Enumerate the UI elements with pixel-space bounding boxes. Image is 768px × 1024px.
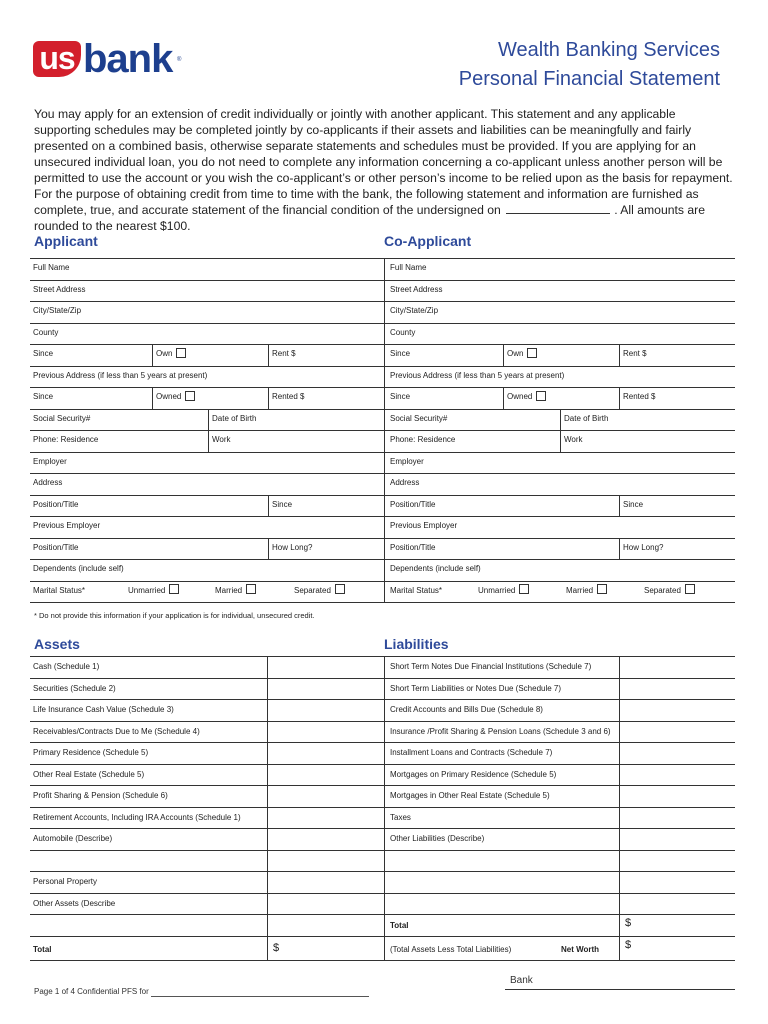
liabilities-total-row bbox=[385, 915, 735, 937]
dob-field[interactable] bbox=[208, 410, 384, 431]
co-position-howlong-row bbox=[385, 539, 735, 561]
intro-paragraph bbox=[34, 106, 734, 234]
bank-signature-line[interactable] bbox=[505, 989, 735, 990]
position-since-field[interactable] bbox=[268, 496, 384, 517]
marital-row bbox=[30, 582, 384, 604]
prev-employer-label: Previous Employer bbox=[390, 521, 458, 530]
applicant-table bbox=[30, 258, 384, 603]
liability-row[interactable] bbox=[385, 851, 735, 873]
co-ssn-field[interactable] bbox=[387, 410, 560, 431]
work-phone-field[interactable] bbox=[208, 431, 384, 452]
asset-label: Other Real Estate (Schedule 5) bbox=[33, 769, 145, 779]
own-field bbox=[152, 345, 268, 366]
unmarried-option bbox=[125, 582, 179, 603]
co-unmarried-checkbox[interactable] bbox=[519, 584, 529, 594]
co-street-row[interactable] bbox=[385, 281, 735, 303]
work-label: Work bbox=[212, 435, 231, 444]
county-label: County bbox=[33, 327, 59, 337]
rented-label: Rented $ bbox=[272, 392, 305, 401]
co-county-row[interactable] bbox=[385, 324, 735, 346]
net-worth-description: (Total Assets Less Total Liabilities) bbox=[390, 944, 512, 954]
co-marital-row bbox=[385, 582, 735, 604]
rent-field[interactable] bbox=[268, 345, 384, 366]
liabilities-total-label: Total bbox=[390, 921, 409, 930]
liability-label: Taxes bbox=[390, 812, 411, 822]
statement-date-field[interactable] bbox=[506, 202, 610, 214]
county-label: County bbox=[390, 327, 416, 337]
marital-label: Marital Status* bbox=[33, 585, 86, 595]
co-own-checkbox[interactable] bbox=[527, 348, 537, 358]
page-footer bbox=[34, 987, 369, 997]
prev-address-label: Previous Address (if less than 5 years at present) bbox=[390, 370, 565, 380]
logo-bank-wordmark: bank bbox=[83, 37, 173, 81]
employer-row[interactable] bbox=[30, 453, 384, 475]
header-line2: Personal Financial Statement bbox=[458, 68, 720, 90]
employer-label: Employer bbox=[33, 456, 67, 466]
prev-position-field[interactable] bbox=[30, 539, 268, 560]
assets-total-label: Total bbox=[33, 944, 52, 954]
liability-label: Installment Loans and Contracts (Schedule 7) bbox=[390, 748, 553, 757]
own-label: Own bbox=[156, 349, 173, 358]
rent-label: Rent $ bbox=[272, 349, 296, 358]
owned-label: Owned bbox=[507, 392, 533, 401]
position-field[interactable] bbox=[30, 496, 268, 517]
dependents-label: Dependents (include self) bbox=[390, 564, 481, 573]
co-married-option bbox=[563, 582, 607, 603]
asset-label: Primary Residence (Schedule 5) bbox=[33, 748, 149, 757]
separated-label: Separated bbox=[294, 585, 331, 595]
liabilities-total-field[interactable] bbox=[619, 915, 735, 936]
co-how-long-field[interactable] bbox=[619, 539, 736, 560]
assets-title: Assets bbox=[34, 636, 80, 652]
asset-label: Receivables/Contracts Due to Me (Schedule 4) bbox=[33, 726, 200, 736]
co-phone-field[interactable] bbox=[387, 431, 560, 452]
street-row[interactable] bbox=[30, 281, 384, 303]
asset-row[interactable] bbox=[30, 894, 384, 916]
ssn-label: Social Security# bbox=[33, 413, 91, 423]
asset-amount-field[interactable] bbox=[267, 808, 384, 829]
rented-field[interactable] bbox=[268, 388, 384, 409]
dollar-sign: $ bbox=[625, 917, 632, 929]
co-owned-checkbox[interactable] bbox=[536, 391, 546, 401]
married-label: Married bbox=[566, 585, 594, 595]
liability-row[interactable] bbox=[385, 700, 735, 722]
footnote: * Do not provide this information if your application is for individual, unsecured credit. bbox=[34, 611, 315, 620]
asset-row[interactable] bbox=[30, 743, 384, 765]
co-prev-employer-row[interactable] bbox=[385, 517, 735, 539]
asset-amount-field[interactable] bbox=[267, 657, 384, 678]
street-label: Street Address bbox=[390, 284, 443, 294]
asset-amount-field[interactable] bbox=[267, 894, 384, 915]
co-since-owned-rented-row bbox=[385, 388, 735, 410]
asset-row[interactable] bbox=[30, 765, 384, 787]
registered-mark-icon: ® bbox=[177, 57, 182, 63]
liability-amount-field[interactable] bbox=[619, 722, 735, 743]
city-label: City/State/Zip bbox=[33, 306, 82, 315]
asset-label: Securities (Schedule 2) bbox=[33, 683, 116, 693]
net-worth-field[interactable] bbox=[619, 937, 735, 960]
assets-table bbox=[30, 656, 384, 961]
work-label: Work bbox=[564, 435, 583, 444]
separated-option bbox=[291, 582, 345, 603]
street-label: Street Address bbox=[33, 284, 86, 294]
since-label: Since bbox=[623, 499, 644, 509]
how-long-label: How Long? bbox=[272, 542, 313, 552]
asset-amount-field[interactable] bbox=[267, 700, 384, 721]
unmarried-checkbox[interactable] bbox=[169, 584, 179, 594]
co-unmarried-option bbox=[475, 582, 529, 603]
liability-amount-field[interactable] bbox=[619, 743, 735, 764]
co-position-since-field[interactable] bbox=[619, 496, 736, 517]
pfs-name-field[interactable] bbox=[151, 987, 369, 997]
asset-label: Personal Property bbox=[33, 877, 98, 886]
co-married-checkbox[interactable] bbox=[597, 584, 607, 594]
co-prev-position-field[interactable] bbox=[387, 539, 619, 560]
liability-row[interactable] bbox=[385, 722, 735, 744]
liability-label: Short Term Notes Due Financial Institutions (Schedule 7) bbox=[390, 662, 592, 671]
asset-row[interactable] bbox=[30, 657, 384, 679]
co-since-own-rent-row bbox=[385, 345, 735, 367]
dollar-sign: $ bbox=[625, 938, 632, 951]
prev-address-row[interactable] bbox=[30, 367, 384, 389]
position-label: Position/Title bbox=[33, 542, 79, 552]
since-field[interactable] bbox=[30, 345, 152, 366]
owned-field bbox=[152, 388, 268, 409]
married-option bbox=[212, 582, 256, 603]
liability-amount-field[interactable] bbox=[619, 829, 735, 850]
since-label: Since bbox=[390, 349, 411, 358]
co-employer-row[interactable] bbox=[385, 453, 735, 475]
city-label: City/State/Zip bbox=[390, 306, 439, 315]
separated-checkbox[interactable] bbox=[335, 584, 345, 594]
dob-label: Date of Birth bbox=[212, 413, 257, 423]
liability-row[interactable] bbox=[385, 786, 735, 808]
married-label: Married bbox=[215, 585, 243, 595]
co-prev-address-row[interactable] bbox=[385, 367, 735, 389]
since-label: Since bbox=[33, 349, 54, 358]
co-separated-option bbox=[641, 582, 695, 603]
liability-label: Insurance /Profit Sharing & Pension Loans (Schedule 3 and 6) bbox=[390, 726, 611, 736]
co-rented-field[interactable] bbox=[619, 388, 736, 409]
asset-amount-field[interactable] bbox=[267, 915, 384, 936]
liability-row[interactable] bbox=[385, 872, 735, 894]
since-field[interactable] bbox=[30, 388, 152, 409]
asset-row[interactable] bbox=[30, 872, 384, 894]
owned-checkbox[interactable] bbox=[185, 391, 195, 401]
position-since-row bbox=[30, 496, 384, 518]
owned-label: Owned bbox=[156, 392, 182, 401]
liability-row[interactable] bbox=[385, 808, 735, 830]
ssn-label: Social Security# bbox=[390, 413, 448, 423]
page-info: Page 1 of 4 Confidential PFS for bbox=[34, 987, 149, 996]
prev-address-label: Previous Address (if less than 5 years at present) bbox=[33, 370, 208, 380]
liability-row[interactable] bbox=[385, 829, 735, 851]
net-worth-row bbox=[385, 937, 735, 961]
asset-row[interactable] bbox=[30, 915, 384, 937]
asset-row[interactable] bbox=[30, 679, 384, 701]
co-position-since-row bbox=[385, 496, 735, 518]
liability-row[interactable] bbox=[385, 657, 735, 679]
co-dob-field[interactable] bbox=[560, 410, 736, 431]
asset-row[interactable] bbox=[30, 808, 384, 830]
co-address-row[interactable] bbox=[385, 474, 735, 496]
ssn-field[interactable] bbox=[30, 410, 208, 431]
intro-text-1: You may apply for an extension of credit individually or jointly with another applicant. This statement and any applicable supporting schedules may be completed jointly by co-applicants if their assets and liabilities can be meaningfully and fairly presented on a combined basis, otherwise separate statements and schedules must be provided. If you are applying for an unsecured individual loan, you do not need to complete any information concerning a co-applicant unless another person will be permitted to use the account or you wish the co-applicant’s or other person’s income to be relied upon as the basis for repayment. For the purpose of obtaining credit from time to time with the bank, the following statement and information are furnished as complete, true, and accurate statement of the financial condition of the undersigned on bbox=[34, 107, 733, 217]
own-label: Own bbox=[507, 349, 524, 358]
own-checkbox[interactable] bbox=[176, 348, 186, 358]
liability-amount-field[interactable] bbox=[619, 657, 735, 678]
asset-row[interactable] bbox=[30, 700, 384, 722]
full-name-label: Full Name bbox=[33, 263, 70, 272]
phone-label: Phone: Residence bbox=[33, 435, 99, 444]
address-label: Address bbox=[33, 478, 63, 487]
full-name-label: Full Name bbox=[390, 263, 427, 272]
liability-row[interactable] bbox=[385, 765, 735, 787]
unmarried-label: Unmarried bbox=[478, 585, 516, 595]
phone-field[interactable] bbox=[30, 431, 208, 452]
since-owned-rented-row bbox=[30, 388, 384, 410]
county-row[interactable] bbox=[30, 324, 384, 346]
asset-amount-field[interactable] bbox=[267, 722, 384, 743]
separated-label: Separated bbox=[644, 585, 681, 595]
asset-row[interactable] bbox=[30, 829, 384, 851]
coapplicant-table bbox=[384, 258, 735, 603]
dependents-row[interactable] bbox=[30, 560, 384, 582]
marital-label: Marital Status* bbox=[390, 585, 443, 595]
net-worth-label: Net Worth bbox=[561, 944, 600, 954]
liability-amount-field[interactable] bbox=[619, 808, 735, 829]
co-rent-field[interactable] bbox=[619, 345, 736, 366]
address-label: Address bbox=[390, 478, 420, 487]
unmarried-label: Unmarried bbox=[128, 585, 166, 595]
asset-label: Automobile (Describe) bbox=[33, 834, 113, 843]
liability-label: Credit Accounts and Bills Due (Schedule 8) bbox=[390, 705, 543, 714]
assets-total-row bbox=[30, 937, 384, 961]
phone-work-row bbox=[30, 431, 384, 453]
position-label: Position/Title bbox=[33, 499, 79, 509]
asset-amount-field[interactable] bbox=[267, 872, 384, 893]
header-line1: Wealth Banking Services bbox=[498, 39, 720, 61]
liability-label: Mortgages in Other Real Estate (Schedule 5) bbox=[390, 791, 550, 800]
rent-label: Rent $ bbox=[623, 349, 647, 358]
position-howlong-row bbox=[30, 539, 384, 561]
asset-label: Life Insurance Cash Value (Schedule 3) bbox=[33, 705, 174, 714]
liability-amount-field[interactable] bbox=[619, 851, 735, 872]
usbank-logo bbox=[33, 37, 183, 81]
liability-row[interactable] bbox=[385, 894, 735, 916]
since-label: Since bbox=[33, 392, 54, 401]
dollar-sign: $ bbox=[273, 941, 280, 954]
assets-total-field[interactable] bbox=[267, 937, 384, 960]
asset-row[interactable] bbox=[30, 722, 384, 744]
prev-employer-row[interactable] bbox=[30, 517, 384, 539]
asset-amount-field[interactable] bbox=[267, 786, 384, 807]
position-label: Position/Title bbox=[390, 499, 436, 509]
employer-label: Employer bbox=[390, 456, 424, 466]
full-name-row[interactable] bbox=[30, 259, 384, 281]
since-own-rent-row bbox=[30, 345, 384, 367]
coapplicant-title: Co-Applicant bbox=[384, 233, 472, 249]
asset-label: Profit Sharing & Pension (Schedule 6) bbox=[33, 791, 168, 800]
asset-amount-field[interactable] bbox=[267, 743, 384, 764]
asset-amount-field[interactable] bbox=[267, 829, 384, 850]
ssn-dob-row bbox=[30, 410, 384, 432]
liabilities-title: Liabilities bbox=[384, 636, 449, 652]
liability-amount-field[interactable] bbox=[619, 679, 735, 700]
rented-label: Rented $ bbox=[623, 392, 656, 401]
co-since-field[interactable] bbox=[387, 388, 503, 409]
asset-amount-field[interactable] bbox=[267, 679, 384, 700]
co-city-row[interactable] bbox=[385, 302, 735, 324]
how-long-field[interactable] bbox=[268, 539, 384, 560]
bank-label: Bank bbox=[510, 975, 533, 986]
co-phone-work-row bbox=[385, 431, 735, 453]
liability-label: Short Term Liabilities or Notes Due (Schedule 7) bbox=[390, 683, 562, 693]
co-since-field[interactable] bbox=[387, 345, 503, 366]
liability-amount-field[interactable] bbox=[619, 894, 735, 915]
co-owned-field bbox=[503, 388, 619, 409]
dependents-label: Dependents (include self) bbox=[33, 564, 124, 573]
applicant-title: Applicant bbox=[34, 233, 98, 249]
married-checkbox[interactable] bbox=[246, 584, 256, 594]
prev-employer-label: Previous Employer bbox=[33, 521, 101, 530]
how-long-label: How Long? bbox=[623, 542, 664, 552]
liability-amount-field[interactable] bbox=[619, 872, 735, 893]
liability-amount-field[interactable] bbox=[619, 700, 735, 721]
co-separated-checkbox[interactable] bbox=[685, 584, 695, 594]
liability-row[interactable] bbox=[385, 679, 735, 701]
asset-label: Other Assets (Describe bbox=[33, 898, 116, 908]
asset-row[interactable] bbox=[30, 851, 384, 873]
asset-amount-field[interactable] bbox=[267, 851, 384, 872]
co-own-field bbox=[503, 345, 619, 366]
position-label: Position/Title bbox=[390, 542, 436, 552]
dob-label: Date of Birth bbox=[564, 413, 609, 423]
co-dependents-row[interactable] bbox=[385, 560, 735, 582]
co-ssn-dob-row bbox=[385, 410, 735, 432]
liability-amount-field[interactable] bbox=[619, 786, 735, 807]
address-row[interactable] bbox=[30, 474, 384, 496]
co-work-phone-field[interactable] bbox=[560, 431, 736, 452]
city-row[interactable] bbox=[30, 302, 384, 324]
co-position-field[interactable] bbox=[387, 496, 619, 517]
asset-row[interactable] bbox=[30, 786, 384, 808]
intro-text-2: . All amounts are rounded to the nearest $100. bbox=[34, 203, 705, 233]
since-label: Since bbox=[390, 392, 411, 401]
asset-amount-field[interactable] bbox=[267, 765, 384, 786]
liability-row[interactable] bbox=[385, 743, 735, 765]
phone-label: Phone: Residence bbox=[390, 435, 456, 444]
liability-label: Other Liabilities (Describe) bbox=[390, 834, 485, 843]
asset-label: Retirement Accounts, Including IRA Accounts (Schedule 1) bbox=[33, 812, 241, 822]
logo-us-mark: us bbox=[33, 41, 81, 77]
since-label: Since bbox=[272, 499, 293, 509]
co-full-name-row[interactable] bbox=[385, 259, 735, 281]
liability-label: Mortgages on Primary Residence (Schedule 5) bbox=[390, 769, 557, 779]
liabilities-table bbox=[384, 656, 735, 961]
liability-amount-field[interactable] bbox=[619, 765, 735, 786]
asset-label: Cash (Schedule 1) bbox=[33, 662, 100, 671]
